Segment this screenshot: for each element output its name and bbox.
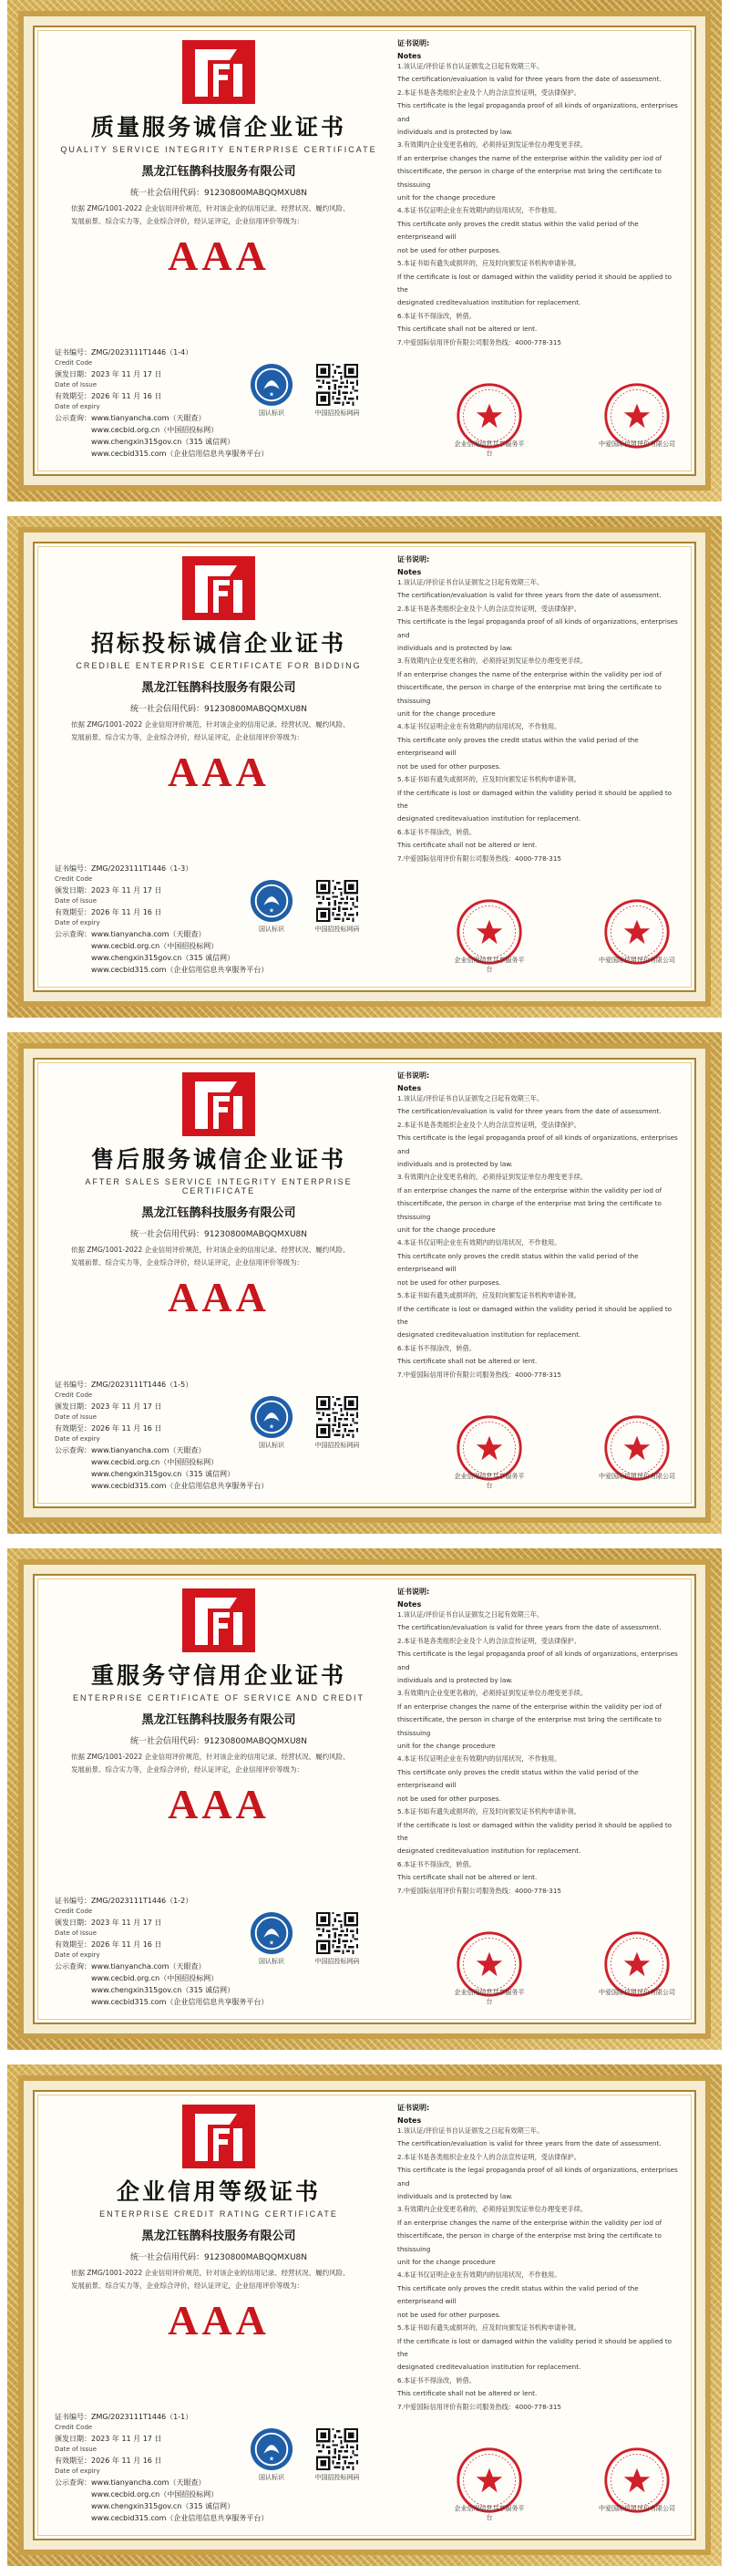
web-link: www.tianyancha.com（天眼查） (91, 2478, 206, 2487)
note-line: If an enterprise changes the name of the enterprise within the validity per iod of (397, 1702, 662, 1711)
certificate-meta (55, 347, 268, 460)
notes-heading: 证书说明: (397, 2104, 430, 2112)
national-mark (244, 363, 299, 418)
expiry-date: 有效期至：2026 年 11 月 16 日 (55, 1940, 162, 1949)
certificate-subtitle: ENTERPRISE CREDIT RATING CERTIFICATE (99, 2209, 338, 2219)
certificate-meta (55, 2411, 268, 2524)
note-line: 7.中爱国际信用评价有限公司服务热线：4000-778-315 (397, 853, 561, 863)
national-mark-icon (250, 879, 293, 923)
national-mark-icon (250, 2427, 293, 2471)
description-line: 依据 ZMG/1001-2022 企业信用评价规范，针对该企业的信用记录、经营状况、履约风险、 (71, 2269, 350, 2277)
note-line: The certification/evaluation is valid for three years from the date of assessment. (397, 2139, 662, 2148)
rating-aaa: AAA (168, 233, 270, 279)
note-line: If an enterprise changes the name of the enterprise within the validity per iod of (397, 2218, 662, 2227)
note-line: 2.本证书是各类组织企业及个人的合法宣传证明，受法律保护。 (397, 604, 580, 613)
credit-code: 统一社会信用代码：91230800MABQQMXU8N (129, 2253, 308, 2262)
notes-lines (397, 60, 680, 349)
description-line: 依据 ZMG/1001-2022 企业信用评价规范，针对该企业的信用记录、经营状况、履约风险、 (71, 1246, 350, 1254)
seal-platform (452, 2446, 527, 2522)
web-link: www.chengxin315gov.cn（315 诚信网） (91, 438, 235, 446)
note-line: individuals and is protected by law. (397, 1160, 513, 1169)
seal-platform (452, 1413, 527, 1490)
national-mark-icon (250, 1911, 293, 1955)
notes-lines (397, 1609, 680, 1898)
note-line: The certification/evaluation is valid for three years from the date of assessment. (397, 75, 662, 84)
issue-date: 颁发日期：2023 年 11 月 17 日 (55, 1919, 162, 1927)
description-line: 依据 ZMG/1001-2022 企业信用评价规范，针对该企业的信用记录、经营状况、履约风险、 (71, 1753, 350, 1761)
web-label: 公示查询： (55, 1962, 91, 1971)
note-line: If the certificate is lost or damaged within the validity period it should be applied to the (397, 1304, 673, 1326)
credit-logo-icon (182, 556, 255, 620)
seal-platform (452, 381, 527, 458)
national-mark (244, 2427, 299, 2482)
expiry-date: 有效期至：2026 年 11 月 16 日 (55, 908, 162, 916)
qr-label: 中国招投标网码 (314, 2474, 360, 2481)
note-line: 2.本证书是各类组织企业及个人的合法宣传证明，受法律保护。 (397, 1120, 580, 1129)
web-link: www.chengxin315gov.cn（315 诚信网） (91, 1470, 235, 1478)
credit-code: 统一社会信用代码：91230800MABQQMXU8N (129, 1737, 308, 1746)
note-line: individuals and is protected by law. (397, 1676, 513, 1685)
seal-label: 中爱国际信用评价有限公司 (599, 1989, 675, 1996)
qr-code-icon (316, 1396, 358, 1438)
web-query-label (55, 2477, 268, 2488)
qr-code (303, 364, 372, 418)
web-link: www.tianyancha.com（天眼查） (91, 1962, 206, 1971)
note-line: 6.本证书不得涂改，转借。 (397, 2375, 476, 2385)
svg-text:★: ★ (268, 390, 275, 398)
web-link: www.tianyancha.com（天眼查） (91, 1446, 206, 1454)
note-line: not be used for other purposes. (397, 1278, 501, 1287)
note-line: unit for the change procedure (397, 2258, 496, 2267)
note-line: This certificate shall not be altered or lent. (397, 1357, 538, 1366)
web-link: www.tianyancha.com（天眼查） (91, 930, 206, 938)
seals (397, 897, 680, 981)
notes-heading: 证书说明: (397, 555, 430, 564)
note-line: 3.有效期内企业变更名称的，必须持证到发证单位办理变更手续。 (397, 140, 588, 150)
note-line: thiscertificate, the person in charge of the enterprise mst bring the certificate to thsissuing (397, 1715, 662, 1737)
web-query-label (55, 928, 268, 940)
svg-text:★: ★ (268, 1422, 275, 1431)
note-line: 6.本证书不得涂改，转借。 (397, 827, 476, 836)
national-mark-icon (250, 1395, 293, 1439)
certificate-subtitle: ENTERPRISE CERTIFICATE OF SERVICE AND CREDIT (72, 1693, 365, 1702)
web-label: 公示查询： (55, 414, 91, 422)
web-label: 公示查询： (55, 930, 91, 938)
notes-heading: 证书说明: (397, 1071, 430, 1080)
seal-label: 企业信用信息共享服务平台 (454, 1473, 525, 1489)
description-line: 依据 ZMG/1001-2022 企业信用评价规范，针对该企业的信用记录、经营状况、履约风险、 (71, 720, 350, 729)
issue-date-en: Date of Issue (55, 897, 98, 905)
note-line: If an enterprise changes the name of the enterprise within the validity per iod of (397, 1185, 662, 1195)
note-line: 4.本证书仅证明企业在有效期内的信用状况，不作他用。 (397, 206, 561, 215)
company-name: 黑龙江钰鹊科技服务有限公司 (141, 165, 296, 179)
note-line: The certification/evaluation is valid for three years from the date of assessment. (397, 1107, 662, 1116)
note-line: This certificate shall not be altered or lent. (397, 1873, 538, 1882)
expiry-date-en: Date of expiry (55, 1435, 100, 1443)
web-link: www.cecbid.org.cn（中国招投标网） (91, 942, 219, 950)
web-link: www.tianyancha.com（天眼查） (91, 414, 206, 422)
certificate (7, 1548, 722, 2050)
note-line: If the certificate is lost or damaged within the validity period it should be applied to the (397, 1820, 673, 1842)
note-line: thiscertificate, the person in charge of the enterprise mst bring the certificate to thsissuing (397, 167, 662, 189)
note-line: thiscertificate, the person in charge of the enterprise mst bring the certificate to thsissuing (397, 2231, 662, 2253)
note-line: not be used for other purposes. (397, 245, 501, 254)
note-line: This certificate is the legal propaganda proof of all kinds of organizations, enterprises and (397, 1650, 678, 1671)
notes-panel (397, 2103, 680, 2529)
note-line: 2.本证书是各类组织企业及个人的合法宣传证明，受法律保护。 (397, 88, 580, 97)
web-link: www.cecbid315.com（企业信用信息共享服务平台） (91, 1998, 269, 2006)
web-link: www.cecbid.org.cn（中国招投标网） (91, 426, 219, 434)
seals (397, 2446, 680, 2529)
note-line: 1.该认证/评价证书自认证颁发之日起有效期三年。 (397, 62, 544, 70)
seal-label: 中爱国际信用评价有限公司 (599, 2505, 675, 2512)
svg-text:★: ★ (268, 1939, 275, 1947)
web-label: 公示查询： (55, 2478, 91, 2487)
issue-date: 颁发日期：2023 年 11 月 17 日 (55, 886, 162, 895)
note-line: This certificate shall not be altered or lent. (397, 841, 538, 850)
certificate-title: 招标投标诚信企业证书 (90, 630, 346, 657)
credit-logo-icon (182, 1072, 255, 1136)
national-mark-label: 国认标识 (259, 2474, 284, 2481)
description-line: 发展前景、综合实力等，企业综合评价，经认证评定，企业信用评价等级为： (71, 217, 303, 225)
web-label: 公示查询： (55, 1446, 91, 1454)
certificate-meta (55, 1895, 268, 2008)
seal-label: 中爱国际信用评价有限公司 (599, 957, 675, 964)
qr-code-icon (316, 1912, 358, 1954)
description-line: 发展前景、综合实力等，企业综合评价，经认证评定，企业信用评价等级为： (71, 2281, 303, 2290)
note-line: 1.该认证/评价证书自认证颁发之日起有效期三年。 (397, 2126, 544, 2135)
company-name: 黑龙江钰鹊科技服务有限公司 (141, 1206, 296, 1220)
note-line: 3.有效期内企业变更名称的，必须持证到发证单位办理变更手续。 (397, 2205, 588, 2214)
certificate-title: 企业信用等级证书 (116, 2178, 321, 2205)
note-line: If the certificate is lost or damaged within the validity period it should be applied to the (397, 2336, 673, 2358)
qr-code (303, 1396, 372, 1450)
rating-aaa: AAA (168, 749, 270, 795)
company-name: 黑龙江钰鹊科技服务有限公司 (141, 1713, 296, 1727)
credit-logo-icon (182, 40, 255, 104)
qr-code (303, 2428, 372, 2482)
note-line: This certificate only proves the credit status within the valid period of the enterpriseand will (397, 2283, 639, 2306)
seal-company (596, 381, 678, 449)
note-line: If an enterprise changes the name of the enterprise within the validity per iod of (397, 153, 662, 162)
certificate-meta (55, 863, 268, 976)
qr-code-icon (316, 880, 358, 922)
notes-panel (397, 554, 680, 981)
note-line: 7.中爱国际信用评价有限公司服务热线：4000-778-315 (397, 1886, 561, 1895)
certificate-subtitle: CREDIBLE ENTERPRISE CERTIFICATE FOR BIDDING (76, 661, 362, 670)
expiry-date: 有效期至：2026 年 11 月 16 日 (55, 392, 162, 400)
notes-subheading: Notes (397, 1084, 422, 1092)
national-mark-label: 国认标识 (259, 1442, 284, 1449)
note-line: The certification/evaluation is valid for three years from the date of assessment. (397, 1623, 662, 1632)
expiry-date-en: Date of expiry (55, 403, 100, 410)
svg-text:★: ★ (268, 2455, 275, 2463)
note-line: 4.本证书仅证明企业在有效期内的信用状况，不作他用。 (397, 1754, 561, 1764)
note-line: individuals and is protected by law. (397, 128, 513, 137)
issue-date-en: Date of Issue (55, 381, 98, 388)
expiry-date-en: Date of expiry (55, 919, 100, 926)
note-line: unit for the change procedure (397, 1226, 496, 1235)
credit-code: 统一社会信用代码：91230800MABQQMXU8N (129, 705, 308, 714)
rating-aaa: AAA (168, 2297, 270, 2343)
note-line: 7.中爱国际信用评价有限公司服务热线：4000-778-315 (397, 1370, 561, 1379)
credit-code-en: Credit Code (55, 2424, 93, 2431)
issue-date-en: Date of Issue (55, 2446, 98, 2453)
note-line: designated creditevaluation institution for replacement. (397, 2363, 581, 2372)
web-link: www.cecbid315.com（企业信用信息共享服务平台） (91, 2514, 269, 2522)
expiry-date: 有效期至：2026 年 11 月 16 日 (55, 2457, 162, 2465)
rating-aaa: AAA (168, 1781, 270, 1827)
note-line: 6.本证书不得涂改，转借。 (397, 1343, 476, 1352)
note-line: not be used for other purposes. (397, 1794, 501, 1803)
web-link: www.cecbid.org.cn（中国招投标网） (91, 1974, 219, 1982)
credit-code-en: Credit Code (55, 1391, 93, 1399)
note-line: This certificate shall not be altered or lent. (397, 325, 538, 334)
web-link: www.chengxin315gov.cn（315 诚信网） (91, 1986, 235, 1994)
certificate-number: 证书编号：ZMG/2023111T1446（1-1） (55, 2413, 193, 2421)
web-link: www.cecbid315.com（企业信用信息共享服务平台） (91, 966, 269, 974)
note-line: 2.本证书是各类组织企业及个人的合法宣传证明，受法律保护。 (397, 1636, 580, 1645)
certificate-body (33, 1574, 696, 2024)
certificate-left-panel (55, 1585, 383, 2013)
national-mark-icon (250, 363, 293, 407)
seal-company (596, 2446, 678, 2513)
national-mark (244, 1911, 299, 1966)
rating-aaa: AAA (168, 1274, 270, 1320)
qr-label: 中国招投标网码 (314, 1442, 360, 1449)
notes-subheading: Notes (397, 2116, 422, 2125)
evaluation-description (55, 2267, 383, 2292)
note-line: unit for the change procedure (397, 1742, 496, 1751)
seals (397, 381, 680, 465)
note-line: This certificate only proves the credit status within the valid period of the enterpriseand will (397, 1251, 639, 1274)
national-mark-label: 国认标识 (259, 926, 284, 933)
certificate-title: 售后服务诚信企业证书 (90, 1146, 346, 1173)
svg-text:★: ★ (268, 906, 275, 915)
certificate-subtitle: AFTER SALES SERVICE INTEGRITY ENTERPRISE CERTIFICATE (85, 1177, 353, 1195)
note-line: If an enterprise changes the name of the enterprise within the validity per iod of (397, 669, 662, 678)
certificate-body (33, 542, 696, 992)
qr-code (303, 880, 372, 934)
note-line: This certificate only proves the credit status within the valid period of the enterpriseand will (397, 219, 639, 242)
notes-subheading: Notes (397, 52, 422, 60)
description-line: 发展前景、综合实力等，企业综合评价，经认证评定，企业信用评价等级为： (71, 1765, 303, 1774)
description-line: 发展前景、综合实力等，企业综合评价，经认证评定，企业信用评价等级为： (71, 1258, 303, 1267)
qr-label: 中国招投标网码 (314, 409, 360, 417)
note-line: 3.有效期内企业变更名称的，必须持证到发证单位办理变更手续。 (397, 1689, 588, 1698)
expiry-date: 有效期至：2026 年 11 月 16 日 (55, 1424, 162, 1433)
issue-date-en: Date of Issue (55, 1413, 98, 1421)
web-query-label (55, 412, 268, 424)
note-line: 5.本证书如有遗失或损坏的，应及时向颁发证书机构申请补领。 (397, 2323, 580, 2333)
national-mark (244, 879, 299, 934)
certificate-left-panel (55, 2101, 383, 2529)
credit-code: 统一社会信用代码：91230800MABQQMXU8N (129, 189, 308, 198)
notes-heading: 证书说明: (397, 39, 430, 47)
note-line: 1.该认证/评价证书自认证颁发之日起有效期三年。 (397, 578, 544, 586)
certificate-left-panel (55, 36, 383, 465)
seal-platform (452, 1929, 527, 2006)
description-line: 依据 ZMG/1001-2022 企业信用评价规范，针对该企业的信用记录、经营状况、履约风险、 (71, 204, 350, 212)
evaluation-description (55, 1244, 383, 1269)
national-mark-label: 国认标识 (259, 409, 284, 417)
note-line: This certificate only proves the credit status within the valid period of the enterpriseand will (397, 735, 639, 758)
certificate-title: 质量服务诚信企业证书 (90, 114, 346, 140)
seals (397, 1413, 680, 1497)
certificate (7, 2064, 722, 2566)
evaluation-description (55, 1751, 383, 1776)
note-line: 4.本证书仅证明企业在有效期内的信用状况，不作他用。 (397, 722, 561, 731)
seal-company (596, 897, 678, 965)
company-name: 黑龙江钰鹊科技服务有限公司 (141, 681, 296, 695)
notes-subheading: Notes (397, 1600, 422, 1609)
certificate (7, 516, 722, 1018)
certificate (7, 1032, 722, 1534)
description-line: 发展前景、综合实力等，企业综合评价，经认证评定，企业信用评价等级为： (71, 733, 303, 741)
certificate-left-panel (55, 553, 383, 981)
company-name: 黑龙江钰鹊科技服务有限公司 (141, 2229, 296, 2243)
web-link: www.chengxin315gov.cn（315 诚信网） (91, 954, 235, 962)
issue-date-en: Date of Issue (55, 1929, 98, 1937)
note-line: thiscertificate, the person in charge of the enterprise mst bring the certificate to thsissuing (397, 683, 662, 705)
seal-company (596, 1413, 678, 1481)
notes-panel (397, 1071, 680, 1497)
expiry-date-en: Date of expiry (55, 2467, 100, 2475)
web-link: www.cecbid.org.cn（中国招投标网） (91, 2490, 219, 2498)
note-line: 5.本证书如有遗失或损坏的，应及时向颁发证书机构申请补领。 (397, 775, 580, 784)
web-query-label (55, 1960, 268, 1972)
note-line: 7.中爱国际信用评价有限公司服务热线：4000-778-315 (397, 337, 561, 347)
web-link: www.cecbid315.com（企业信用信息共享服务平台） (91, 1482, 269, 1490)
web-query-label (55, 1444, 268, 1456)
seal-label: 中爱国际信用评价有限公司 (599, 440, 675, 448)
note-line: 5.本证书如有遗失或损坏的，应及时向颁发证书机构申请补领。 (397, 1291, 580, 1300)
note-line: 5.本证书如有遗失或损坏的，应及时向颁发证书机构申请补领。 (397, 1807, 580, 1816)
note-line: 4.本证书仅证明企业在有效期内的信用状况，不作他用。 (397, 1238, 561, 1247)
credit-logo-icon (182, 1588, 255, 1652)
certificate-number: 证书编号：ZMG/2023111T1446（1-2） (55, 1897, 193, 1905)
seal-label: 中爱国际信用评价有限公司 (599, 1473, 675, 1480)
note-line: 2.本证书是各类组织企业及个人的合法宣传证明，受法律保护。 (397, 2152, 580, 2161)
notes-lines (397, 576, 680, 865)
national-mark-label: 国认标识 (259, 1958, 284, 1965)
note-line: thiscertificate, the person in charge of the enterprise mst bring the certificate to thsissuing (397, 1199, 662, 1221)
note-line: 4.本证书仅证明企业在有效期内的信用状况，不作他用。 (397, 2271, 561, 2280)
certificate-body (33, 1058, 696, 1508)
certificate-number: 证书编号：ZMG/2023111T1446（1-3） (55, 864, 193, 873)
qr-code-icon (316, 364, 358, 406)
note-line: designated creditevaluation institution for replacement. (397, 814, 581, 823)
issue-date: 颁发日期：2023 年 11 月 17 日 (55, 370, 162, 378)
certificate-number: 证书编号：ZMG/2023111T1446（1-5） (55, 1381, 193, 1389)
note-line: unit for the change procedure (397, 709, 496, 719)
note-line: This certificate is the legal propaganda proof of all kinds of organizations, enterprises and (397, 101, 678, 123)
note-line: 5.本证书如有遗失或损坏的，应及时向颁发证书机构申请补领。 (397, 259, 580, 268)
note-line: 6.本证书不得涂改，转借。 (397, 311, 476, 320)
expiry-date-en: Date of expiry (55, 1951, 100, 1959)
qr-label: 中国招投标网码 (314, 1958, 360, 1965)
certificate-number: 证书编号：ZMG/2023111T1446（1-4） (55, 348, 193, 357)
note-line: designated creditevaluation institution for replacement. (397, 1847, 581, 1856)
certificate-title: 重服务守信用企业证书 (90, 1662, 346, 1689)
notes-panel (397, 38, 680, 465)
note-line: 6.本证书不得涂改，转借。 (397, 1859, 476, 1868)
note-line: This certificate is the legal propaganda proof of all kinds of organizations, enterprises and (397, 2166, 678, 2188)
certificate-meta (55, 1379, 268, 1492)
note-line: This certificate only proves the credit status within the valid period of the enterpriseand will (397, 1767, 639, 1790)
note-line: 1.该认证/评价证书自认证颁发之日起有效期三年。 (397, 1094, 544, 1102)
note-line: 3.有效期内企业变更名称的，必须持证到发证单位办理变更手续。 (397, 1173, 588, 1182)
notes-subheading: Notes (397, 568, 422, 576)
evaluation-description (55, 202, 383, 228)
certificate (7, 0, 722, 502)
notes-lines (397, 1092, 680, 1381)
seal-company (596, 1929, 678, 1997)
note-line: unit for the change procedure (397, 193, 496, 202)
certificate-left-panel (55, 1069, 383, 1497)
note-line: 3.有效期内企业变更名称的，必须持证到发证单位办理变更手续。 (397, 657, 588, 666)
notes-lines (397, 2125, 680, 2414)
seal-label: 企业信用信息共享服务平台 (454, 440, 525, 457)
seal-label: 企业信用信息共享服务平台 (454, 957, 525, 973)
note-line: If the certificate is lost or damaged within the validity period it should be applied to the (397, 788, 673, 810)
seal-platform (452, 897, 527, 974)
note-line: If the certificate is lost or damaged within the validity period it should be applied to the (397, 272, 673, 294)
note-line: not be used for other purposes. (397, 761, 501, 771)
note-line: 1.该认证/评价证书自认证颁发之日起有效期三年。 (397, 1610, 544, 1619)
note-line: individuals and is protected by law. (397, 644, 513, 653)
qr-label: 中国招投标网码 (314, 926, 360, 933)
certificate-body (33, 2090, 696, 2540)
credit-logo-icon (182, 2105, 255, 2168)
note-line: designated creditevaluation institution for replacement. (397, 1330, 581, 1340)
note-line: individuals and is protected by law. (397, 2192, 513, 2201)
note-line: This certificate shall not be altered or lent. (397, 2389, 538, 2398)
certificate-body (33, 26, 696, 476)
web-link: www.chengxin315gov.cn（315 诚信网） (91, 2502, 235, 2510)
credit-code-en: Credit Code (55, 359, 93, 367)
seal-label: 企业信用信息共享服务平台 (454, 1989, 525, 2005)
seal-label: 企业信用信息共享服务平台 (454, 2505, 525, 2521)
note-line: designated creditevaluation institution for replacement. (397, 298, 581, 307)
note-line: The certification/evaluation is valid for three years from the date of assessment. (397, 591, 662, 600)
credit-code: 统一社会信用代码：91230800MABQQMXU8N (129, 1230, 308, 1239)
note-line: not be used for other purposes. (397, 2310, 501, 2319)
issue-date: 颁发日期：2023 年 11 月 17 日 (55, 2435, 162, 2443)
note-line: 7.中爱国际信用评价有限公司服务热线：4000-778-315 (397, 2402, 561, 2411)
note-line: This certificate is the legal propaganda proof of all kinds of organizations, enterprises and (397, 617, 678, 639)
certificate-subtitle: QUALITY SERVICE INTEGRITY ENTERPRISE CERTIFICATE (60, 145, 377, 154)
note-line: This certificate is the legal propaganda proof of all kinds of organizations, enterprises and (397, 1133, 678, 1155)
issue-date: 颁发日期：2023 年 11 月 17 日 (55, 1402, 162, 1411)
evaluation-description (55, 719, 383, 744)
notes-panel (397, 1587, 680, 2013)
qr-code-icon (316, 2428, 358, 2470)
notes-heading: 证书说明: (397, 1588, 430, 1596)
web-link: www.cecbid315.com（企业信用信息共享服务平台） (91, 450, 269, 458)
web-link: www.cecbid.org.cn（中国招投标网） (91, 1458, 219, 1466)
seals (397, 1929, 680, 2013)
national-mark (244, 1395, 299, 1450)
credit-code-en: Credit Code (55, 875, 93, 883)
qr-code (303, 1912, 372, 1966)
credit-code-en: Credit Code (55, 1908, 93, 1915)
